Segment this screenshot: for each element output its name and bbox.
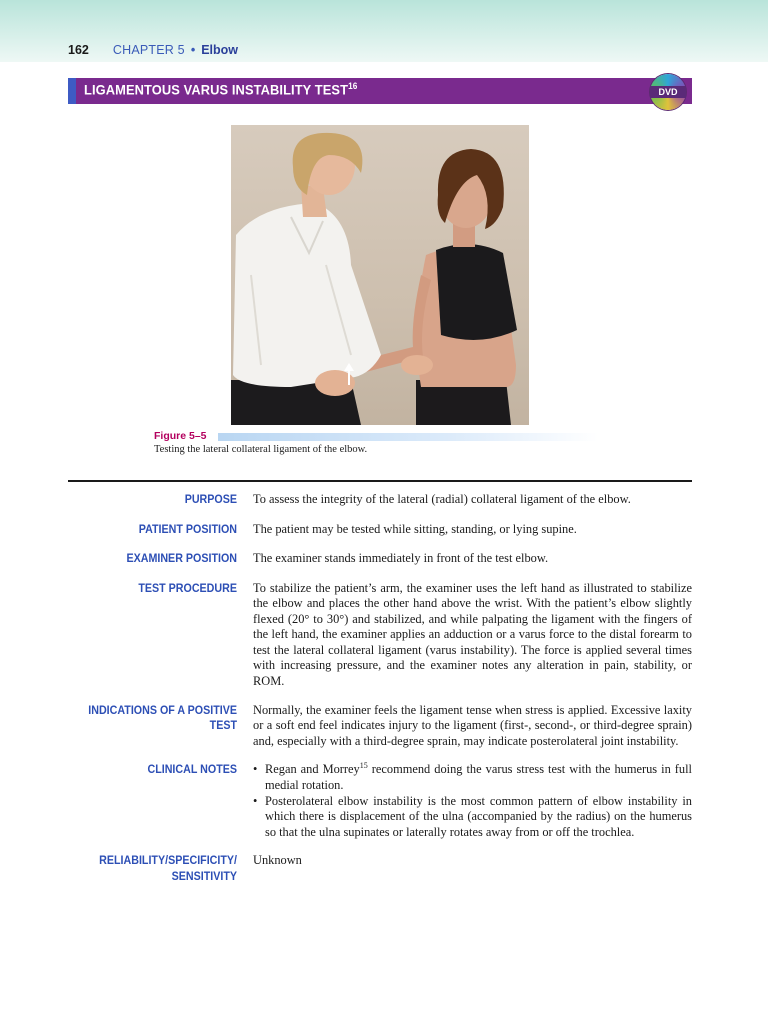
purpose-text: To assess the integrity of the lateral (radial) collateral ligament of the elbow. xyxy=(253,492,631,506)
reliability-label xyxy=(80,853,237,885)
clinical-note-item xyxy=(253,762,692,793)
positive-test-text: Normally, the examiner feels the ligament tense when stress is applied. Excessive laxity or a soft end feel indicates injury to the ligament (first-, second-, or third-degree sprain) and, especially with a third-degree sprain, may indicate posterolateral joint instability. xyxy=(253,702,692,748)
test-procedure-label: TEST PROCEDURE xyxy=(138,582,237,595)
running-head xyxy=(68,43,238,61)
figure-label: Figure 5–5 xyxy=(154,430,207,442)
row-clinical-notes xyxy=(68,762,692,840)
test-title xyxy=(84,81,357,98)
row-purpose xyxy=(68,492,692,509)
test-details xyxy=(68,492,692,898)
reliability-label-line-2: SENSITIVITY xyxy=(171,870,237,883)
row-reliability xyxy=(68,853,692,885)
examiner-position-text: The examiner stands immediately in front of the test elbow. xyxy=(253,551,549,565)
title-accent xyxy=(68,78,76,104)
row-positive-test xyxy=(68,703,692,750)
title-reference: 16 xyxy=(348,81,358,91)
figure-photo xyxy=(231,125,529,425)
dvd-badge: DVD xyxy=(650,86,686,98)
positive-test-label: INDICATIONS OF A POSITIVE TEST xyxy=(88,704,237,733)
reliability-label-line-1: RELIABILITY/SPECIFICITY/ xyxy=(99,855,237,868)
figure-decoration-bar xyxy=(218,433,598,441)
test-procedure-text: To stabilize the patient’s arm, the examiner uses the left hand as illustrated to stabilize the elbow and places the other hand above the wrist. With the patient’s elbow slightly flexed (20° to 30°) and stabilized, and while palpating the ligament with the fingers of the left hand, the examiner applies an adduction or a varus force to the distal forearm to test the lateral collateral ligament (varus instability). The force is applied several times with increasing pressure, and the examiner notes any alteration in pain, stability, or ROM. xyxy=(253,580,692,689)
clinical-note-1-end: recommend doing the varus stress test with the humerus in full medial rotation. xyxy=(265,762,692,793)
patient-position-text: The patient may be tested while sitting, standing, or lying supine. xyxy=(253,521,577,536)
clinical-note-item: • Posterolateral elbow instability is the most common pattern of elbow instability in which there is displacement of the ulna (accompanied by the radius) on the humerus so that the ulna supinates or laterally rotates away from or off the trochlea. xyxy=(253,794,692,841)
test-title-text: LIGAMENTOUS VARUS INSTABILITY TEST xyxy=(84,81,349,98)
figure-caption: Testing the lateral collateral ligament of the elbow. xyxy=(154,444,368,455)
header-separator: • xyxy=(190,43,196,57)
section-divider xyxy=(68,480,692,482)
clinical-note-1-reference: 15 xyxy=(359,761,368,771)
patient-position-label: PATIENT POSITION xyxy=(138,523,237,536)
row-test-procedure xyxy=(68,581,692,690)
clinical-notes-label: CLINICAL NOTES xyxy=(147,764,237,777)
page-number: 162 xyxy=(68,43,89,57)
clinical-notes-list xyxy=(253,762,692,840)
test-title-bar xyxy=(68,78,692,104)
reliability-text: Unknown xyxy=(253,853,302,868)
row-examiner-position xyxy=(68,551,692,568)
purpose-label: PURPOSE xyxy=(184,494,237,506)
clinical-note-1-start: Regan and Morrey xyxy=(265,762,360,777)
row-patient-position xyxy=(68,522,692,539)
examination-photo xyxy=(231,125,529,425)
section-label: Elbow xyxy=(201,43,239,57)
chapter-label: CHAPTER 5 xyxy=(112,43,185,57)
examiner-position-label: EXAMINER POSITION xyxy=(126,553,237,565)
